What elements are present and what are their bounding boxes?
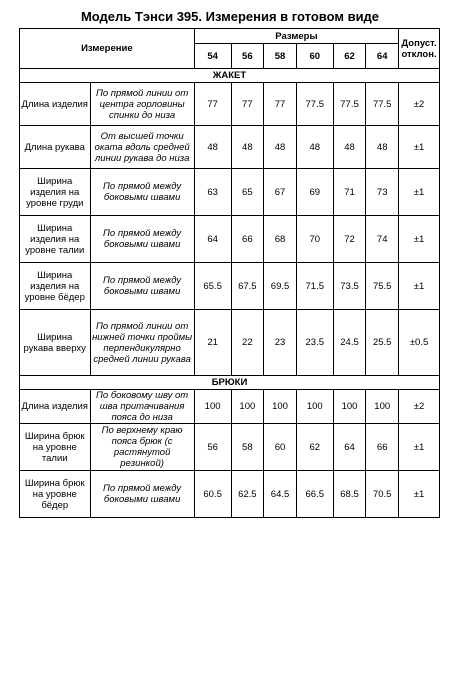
value-cell: 70.5 xyxy=(366,471,399,518)
value-cell: 71 xyxy=(333,169,366,216)
measure-method: По прямой между боковыми швами xyxy=(90,216,194,263)
value-cell: 60.5 xyxy=(194,471,231,518)
value-cell: 73 xyxy=(366,169,399,216)
value-cell: 58 xyxy=(231,424,264,471)
value-cell: 77.5 xyxy=(296,83,333,126)
size-header: 58 xyxy=(264,44,297,69)
page-title: Модель Тэнси 395. Измерения в готовом виде xyxy=(80,9,380,24)
value-cell: 56 xyxy=(194,424,231,471)
size-header: 60 xyxy=(296,44,333,69)
section-title-trousers: БРЮКИ xyxy=(20,376,440,390)
table-row xyxy=(20,424,440,471)
measure-name: Ширина изделия на уровне бёдер xyxy=(20,263,91,310)
measure-method: От высшей точки оката вдоль средней линии рукава до низа xyxy=(90,126,194,169)
value-cell: 64 xyxy=(333,424,366,471)
value-cell: 68.5 xyxy=(333,471,366,518)
value-cell: 48 xyxy=(194,126,231,169)
value-cell: 100 xyxy=(333,390,366,424)
value-cell: 48 xyxy=(333,126,366,169)
tolerance-cell: ±2 xyxy=(399,83,440,126)
value-cell: 48 xyxy=(296,126,333,169)
value-cell: 65 xyxy=(231,169,264,216)
tolerance-cell: ±1 xyxy=(399,263,440,310)
value-cell: 100 xyxy=(296,390,333,424)
table-row xyxy=(20,263,440,310)
table-header-row-1 xyxy=(20,29,440,44)
size-header: 64 xyxy=(366,44,399,69)
measure-name: Ширина рукава вверху xyxy=(20,310,91,376)
measure-method: По прямой линии от нижней точки проймы перпендикулярно средней линии рукава xyxy=(90,310,194,376)
measure-method: По прямой между боковыми швами xyxy=(90,263,194,310)
value-cell: 72 xyxy=(333,216,366,263)
table-row xyxy=(20,83,440,126)
size-header: 54 xyxy=(194,44,231,69)
value-cell: 23.5 xyxy=(296,310,333,376)
measure-name: Ширина изделия на уровне груди xyxy=(20,169,91,216)
value-cell: 77 xyxy=(264,83,297,126)
tolerance-cell: ±1 xyxy=(399,169,440,216)
value-cell: 77 xyxy=(194,83,231,126)
tolerance-cell: ±1 xyxy=(399,216,440,263)
value-cell: 73.5 xyxy=(333,263,366,310)
table-row xyxy=(20,126,440,169)
measure-method: По боковому шву от шва притачивания пояса до низа xyxy=(90,390,194,424)
value-cell: 63 xyxy=(194,169,231,216)
value-cell: 66 xyxy=(231,216,264,263)
tolerance-cell: ±2 xyxy=(399,390,440,424)
value-cell: 48 xyxy=(264,126,297,169)
value-cell: 67 xyxy=(264,169,297,216)
size-chart-table xyxy=(19,28,440,518)
value-cell: 64.5 xyxy=(264,471,297,518)
value-cell: 77 xyxy=(231,83,264,126)
value-cell: 100 xyxy=(194,390,231,424)
value-cell: 100 xyxy=(264,390,297,424)
value-cell: 68 xyxy=(264,216,297,263)
value-cell: 64 xyxy=(194,216,231,263)
tolerance-cell: ±1 xyxy=(399,126,440,169)
table-row xyxy=(20,216,440,263)
value-cell: 24.5 xyxy=(333,310,366,376)
measure-method: По прямой между боковыми швами xyxy=(90,169,194,216)
section-row xyxy=(20,69,440,83)
measure-name: Длина изделия xyxy=(20,83,91,126)
value-cell: 25.5 xyxy=(366,310,399,376)
value-cell: 23 xyxy=(264,310,297,376)
value-cell: 66 xyxy=(366,424,399,471)
section-row xyxy=(20,376,440,390)
size-header: 56 xyxy=(231,44,264,69)
value-cell: 60 xyxy=(264,424,297,471)
value-cell: 100 xyxy=(231,390,264,424)
tolerance-cell: ±1 xyxy=(399,471,440,518)
table-row xyxy=(20,169,440,216)
header-tolerance: Допуст. отклон. xyxy=(399,29,440,69)
tolerance-cell: ±0.5 xyxy=(399,310,440,376)
measure-method: По прямой линии от центра горловины спинки до низа xyxy=(90,83,194,126)
value-cell: 75.5 xyxy=(366,263,399,310)
tolerance-cell: ±1 xyxy=(399,424,440,471)
measure-name: Длина рукава xyxy=(20,126,91,169)
value-cell: 62.5 xyxy=(231,471,264,518)
value-cell: 66.5 xyxy=(296,471,333,518)
header-measurement: Измерение xyxy=(20,29,195,69)
value-cell: 77.5 xyxy=(366,83,399,126)
value-cell: 69.5 xyxy=(264,263,297,310)
measure-name: Длина изделия xyxy=(20,390,91,424)
size-header: 62 xyxy=(333,44,366,69)
value-cell: 100 xyxy=(366,390,399,424)
value-cell: 77.5 xyxy=(333,83,366,126)
table-row xyxy=(20,471,440,518)
measure-method: По верхнему краю пояса брюк (с растянутой резинкой) xyxy=(90,424,194,471)
header-sizes: Размеры xyxy=(194,29,398,44)
table-row xyxy=(20,390,440,424)
value-cell: 22 xyxy=(231,310,264,376)
measure-name: Ширина брюк на уровне бёдер xyxy=(20,471,91,518)
table-row xyxy=(20,310,440,376)
value-cell: 48 xyxy=(366,126,399,169)
measure-method: По прямой между боковыми швами xyxy=(90,471,194,518)
value-cell: 71.5 xyxy=(296,263,333,310)
value-cell: 70 xyxy=(296,216,333,263)
value-cell: 48 xyxy=(231,126,264,169)
section-title-jacket: ЖАКЕТ xyxy=(20,69,440,83)
value-cell: 62 xyxy=(296,424,333,471)
value-cell: 21 xyxy=(194,310,231,376)
measure-name: Ширина брюк на уровне талии xyxy=(20,424,91,471)
measure-name: Ширина изделия на уровне талии xyxy=(20,216,91,263)
value-cell: 69 xyxy=(296,169,333,216)
value-cell: 65.5 xyxy=(194,263,231,310)
value-cell: 74 xyxy=(366,216,399,263)
value-cell: 67.5 xyxy=(231,263,264,310)
